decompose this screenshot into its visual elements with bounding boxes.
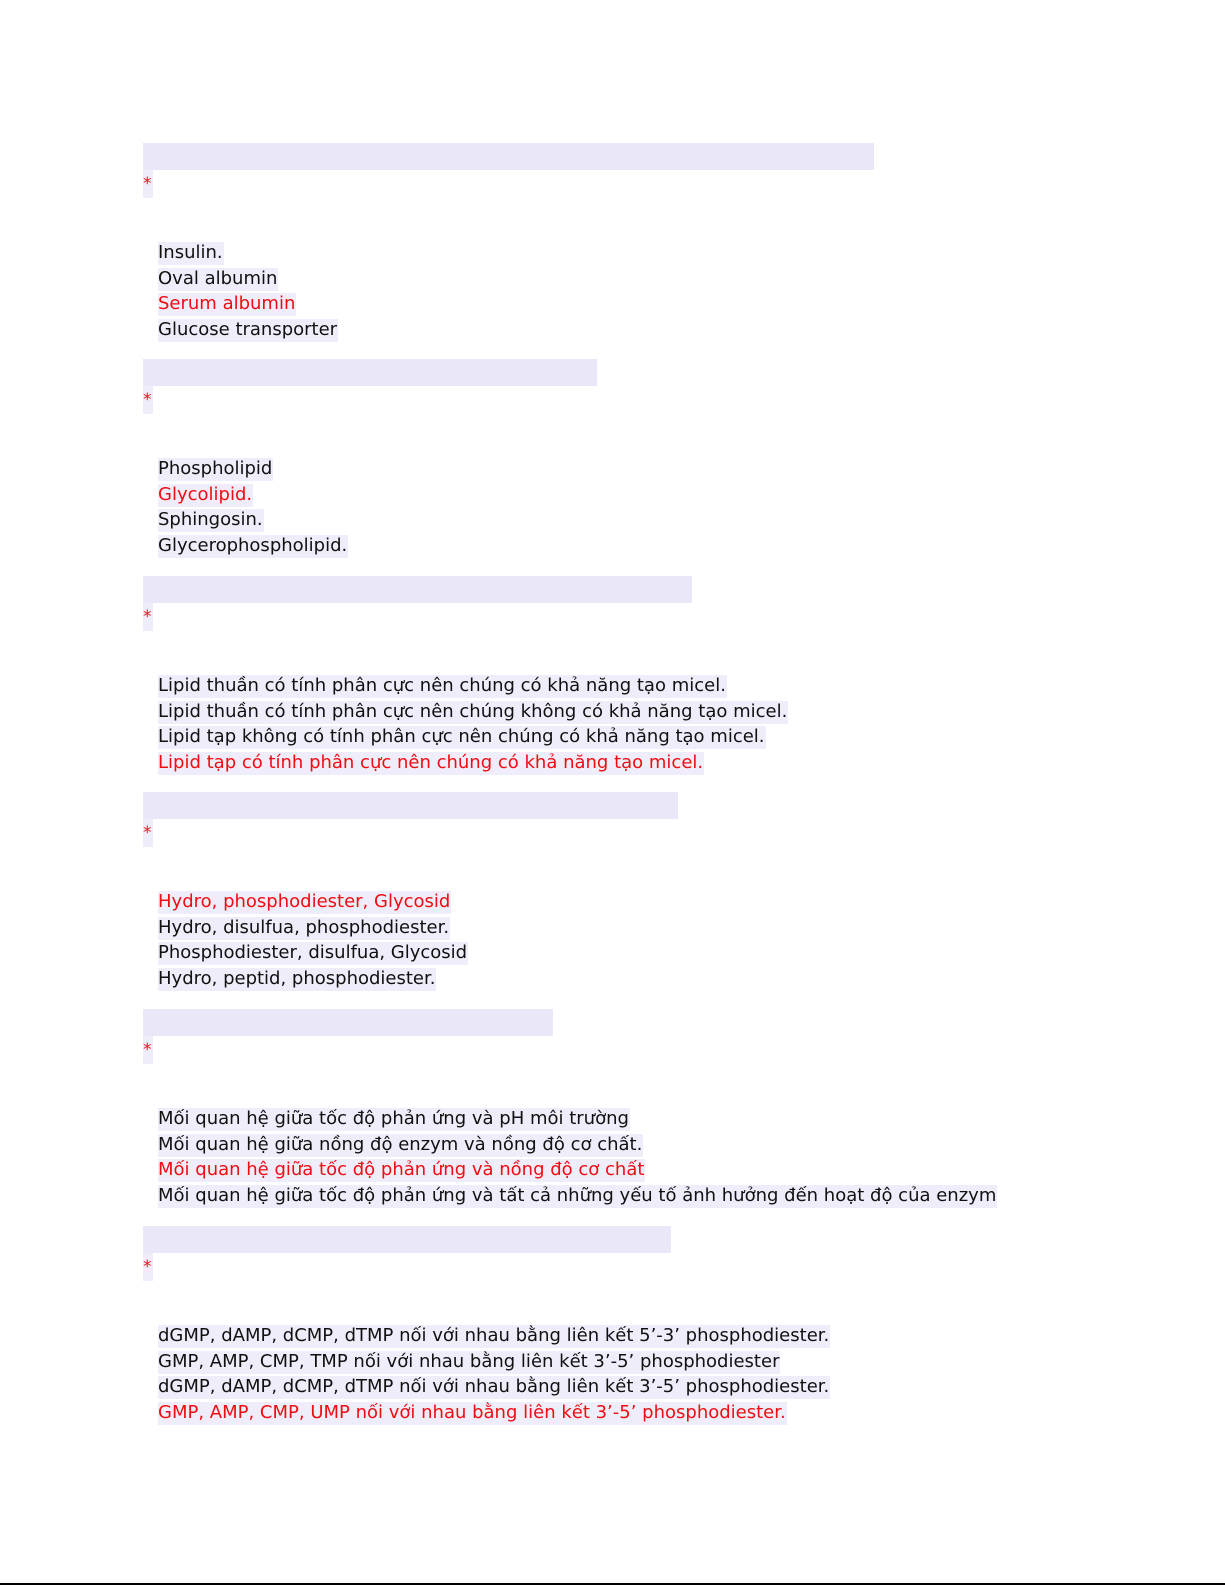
required-asterisk: * [143, 1036, 153, 1064]
answer-option-correct[interactable] [158, 889, 468, 915]
question-text-redacted [143, 143, 874, 170]
question-text-redacted [143, 576, 692, 603]
question-block [0, 792, 1225, 1009]
question-text-redacted [143, 359, 597, 386]
answer-option[interactable] [158, 699, 788, 725]
answer-option-text: GMP, AMP, CMP, UMP nối với nhau bằng liên kết 3’-5’ phosphodiester. [158, 1401, 786, 1423]
answer-options [158, 456, 348, 558]
answer-option[interactable] [158, 1106, 997, 1132]
answer-option[interactable] [158, 1132, 997, 1158]
answer-option-text: Glycolipid. [158, 483, 253, 505]
answer-option-correct[interactable] [158, 482, 348, 508]
answer-option-text: Mối quan hệ giữa tốc độ phản ứng và pH môi trường [158, 1108, 629, 1129]
required-asterisk: * [143, 170, 153, 198]
answer-option-text: Hydro, phosphodiester, Glycosid [158, 891, 451, 912]
answer-option-text: dGMP, dAMP, dCMP, dTMP nối với nhau bằng liên kết 5’-3’ phosphodiester. [158, 1325, 830, 1346]
answer-option[interactable] [158, 724, 788, 750]
question-block [0, 359, 1225, 576]
answer-option-correct[interactable] [158, 750, 788, 776]
question-block [0, 1009, 1225, 1226]
required-asterisk: * [143, 603, 153, 631]
answer-option[interactable] [158, 1374, 830, 1400]
answer-option[interactable] [158, 533, 348, 559]
answer-option-text: Lipid thuần có tính phân cực nên chúng không có khả năng tạo micel. [158, 700, 788, 722]
answer-options [158, 673, 788, 775]
answer-options [158, 889, 468, 991]
question-block [0, 143, 1225, 360]
answer-option-text: Glucose transporter [158, 318, 338, 340]
answer-option[interactable] [158, 1323, 830, 1349]
answer-option-text: Lipid tạp không có tính phân cực nên chúng có khả năng tạo micel. [158, 726, 765, 747]
answer-option-text: Mối quan hệ giữa nồng độ enzym và nồng độ cơ chất. [158, 1133, 643, 1155]
answer-option-text: Mối quan hệ giữa tốc độ phản ứng và tất cả những yếu tố ảnh hưởng đến hoạt độ của enzym [158, 1184, 997, 1206]
question-text-redacted [143, 792, 678, 819]
answer-option[interactable] [158, 1183, 997, 1209]
answer-option[interactable] [158, 240, 338, 266]
answer-option-correct[interactable] [158, 1400, 830, 1426]
answer-option-text: Sphingosin. [158, 509, 263, 530]
answer-option-text: Lipid thuần có tính phân cực nên chúng có khả năng tạo micel. [158, 675, 726, 696]
answer-option-text: Hydro, disulfua, phosphodiester. [158, 916, 450, 938]
answer-options [158, 1323, 830, 1425]
required-asterisk: * [143, 819, 153, 847]
answer-option[interactable] [158, 317, 338, 343]
answer-option-correct[interactable] [158, 1157, 997, 1183]
answer-option-text: Phosphodiester, disulfua, Glycosid [158, 942, 468, 963]
answer-options [158, 240, 338, 342]
answer-option[interactable] [158, 915, 468, 941]
answer-option[interactable] [158, 966, 468, 992]
answer-options [158, 1106, 997, 1208]
answer-option-text: Serum albumin [158, 293, 296, 314]
required-asterisk: * [143, 1253, 153, 1281]
answer-option-text: Insulin. [158, 242, 223, 263]
answer-option-correct[interactable] [158, 291, 338, 317]
answer-option[interactable] [158, 1349, 830, 1375]
answer-option[interactable] [158, 456, 348, 482]
question-block [0, 576, 1225, 793]
answer-option[interactable] [158, 673, 788, 699]
question-text-redacted [143, 1226, 671, 1253]
answer-option[interactable] [158, 507, 348, 533]
answer-option-text: Mối quan hệ giữa tốc độ phản ứng và nồng độ cơ chất [158, 1159, 645, 1180]
answer-option-text: Phospholipid [158, 458, 273, 479]
answer-option-text: GMP, AMP, CMP, TMP nối với nhau bằng liên kết 3’-5’ phosphodiester [158, 1350, 780, 1372]
question-block [0, 1226, 1225, 1443]
answer-option-text: Glycerophospholipid. [158, 534, 348, 556]
answer-option-text: Lipid tạp có tính phân cực nên chúng có khả năng tạo micel. [158, 751, 704, 773]
required-asterisk: * [143, 386, 153, 414]
answer-option-text: dGMP, dAMP, dCMP, dTMP nối với nhau bằng liên kết 3’-5’ phosphodiester. [158, 1376, 830, 1397]
question-text-redacted [143, 1009, 553, 1036]
answer-option[interactable] [158, 266, 338, 292]
answer-option-text: Oval albumin [158, 267, 278, 289]
answer-option-text: Hydro, peptid, phosphodiester. [158, 967, 436, 989]
answer-option[interactable] [158, 940, 468, 966]
